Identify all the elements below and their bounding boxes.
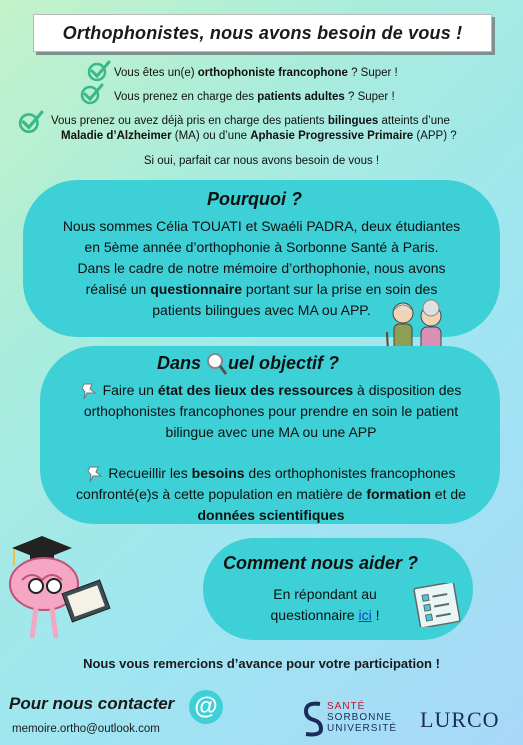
- at-icon: @: [189, 690, 223, 724]
- aider-text: [245, 584, 405, 626]
- objectif-line: confronté(e)s à cette population en matière de formation et de: [76, 486, 466, 502]
- aider-line: En répondant au: [273, 586, 377, 602]
- lurco-logo: LURCO: [420, 707, 500, 732]
- check-icon: [87, 60, 111, 82]
- check-icon: [18, 110, 44, 134]
- pourquoi-line: en 5ème année d’orthophonie à Sorbonne Santé à Paris.: [84, 239, 439, 255]
- aider-title: Comment nous aider ?: [223, 553, 419, 573]
- objectif-title: Dans uel objectif ?: [157, 352, 339, 376]
- objectif-line: orthophonistes francophones pour prendre en soin le patient: [83, 403, 459, 419]
- contact-email[interactable]: memoire.ortho@outlook.com: [12, 723, 160, 735]
- questionnaire-link[interactable]: ici: [358, 607, 372, 623]
- intro-conclusion: Si oui, parfait car nous avons besoin de vous !: [143, 155, 380, 167]
- pushpin-icon: [87, 465, 105, 483]
- aider-line: questionnaire ici !: [270, 607, 380, 623]
- su-line: UNIVERSITÉ: [327, 723, 398, 734]
- pourquoi-line: Nous sommes Célia TOUATI et Swaéli PADRA, deux étudiantes: [62, 218, 461, 234]
- pourquoi-title: Pourquoi ?: [207, 189, 302, 209]
- intro-line-1: Vous êtes un(e) orthophoniste francophone ? Super !: [114, 67, 398, 79]
- questionnaire-icon: [413, 583, 461, 627]
- objectif-line: Recueillir les besoins des orthophonistes francophones: [56, 463, 486, 484]
- intro-line-3a: Vous prenez ou avez déjà pris en charge des patients bilingues atteints d’une: [51, 115, 450, 127]
- intro-line-3b: Maladie d’Alzheimer (MA) ou d’une Aphasie Progressive Primaire (APP) ?: [61, 130, 457, 142]
- thanks-message: Nous vous remercions d’avance pour votre participation !: [83, 656, 440, 671]
- contact-title: Pour nous contacter: [9, 694, 175, 713]
- check-icon: [80, 83, 104, 105]
- sorbonne-logo-text: [327, 701, 397, 734]
- objectif-text: [56, 380, 486, 526]
- pourquoi-line: Dans le cadre de notre mémoire d’orthophonie, nous avons: [77, 260, 446, 276]
- magnifier-icon: [206, 352, 228, 376]
- pourquoi-line: patients bilingues avec MA ou APP.: [152, 302, 371, 318]
- brain-graduate-illustration: [2, 520, 124, 642]
- pushpin-icon: [81, 382, 99, 400]
- objectif-line: Faire un état des lieux des ressources à disposition des: [56, 380, 486, 401]
- objectif-line: bilingue avec une MA ou une APP: [165, 424, 377, 440]
- intro-line-2: Vous prenez en charge des patients adultes ? Super !: [114, 91, 395, 103]
- pourquoi-line: réalisé un questionnaire portant sur la prise en soin des: [85, 281, 438, 297]
- spacer: [56, 443, 486, 463]
- objectif-line: données scientifiques: [197, 507, 345, 523]
- page-title-text: Orthophonistes, nous avons besoin de vous !: [62, 22, 463, 43]
- sorbonne-logo-icon: [302, 700, 324, 738]
- su-line: SORBONNE: [327, 712, 393, 723]
- page-title: [33, 14, 492, 52]
- su-line: SANTÉ: [327, 701, 366, 712]
